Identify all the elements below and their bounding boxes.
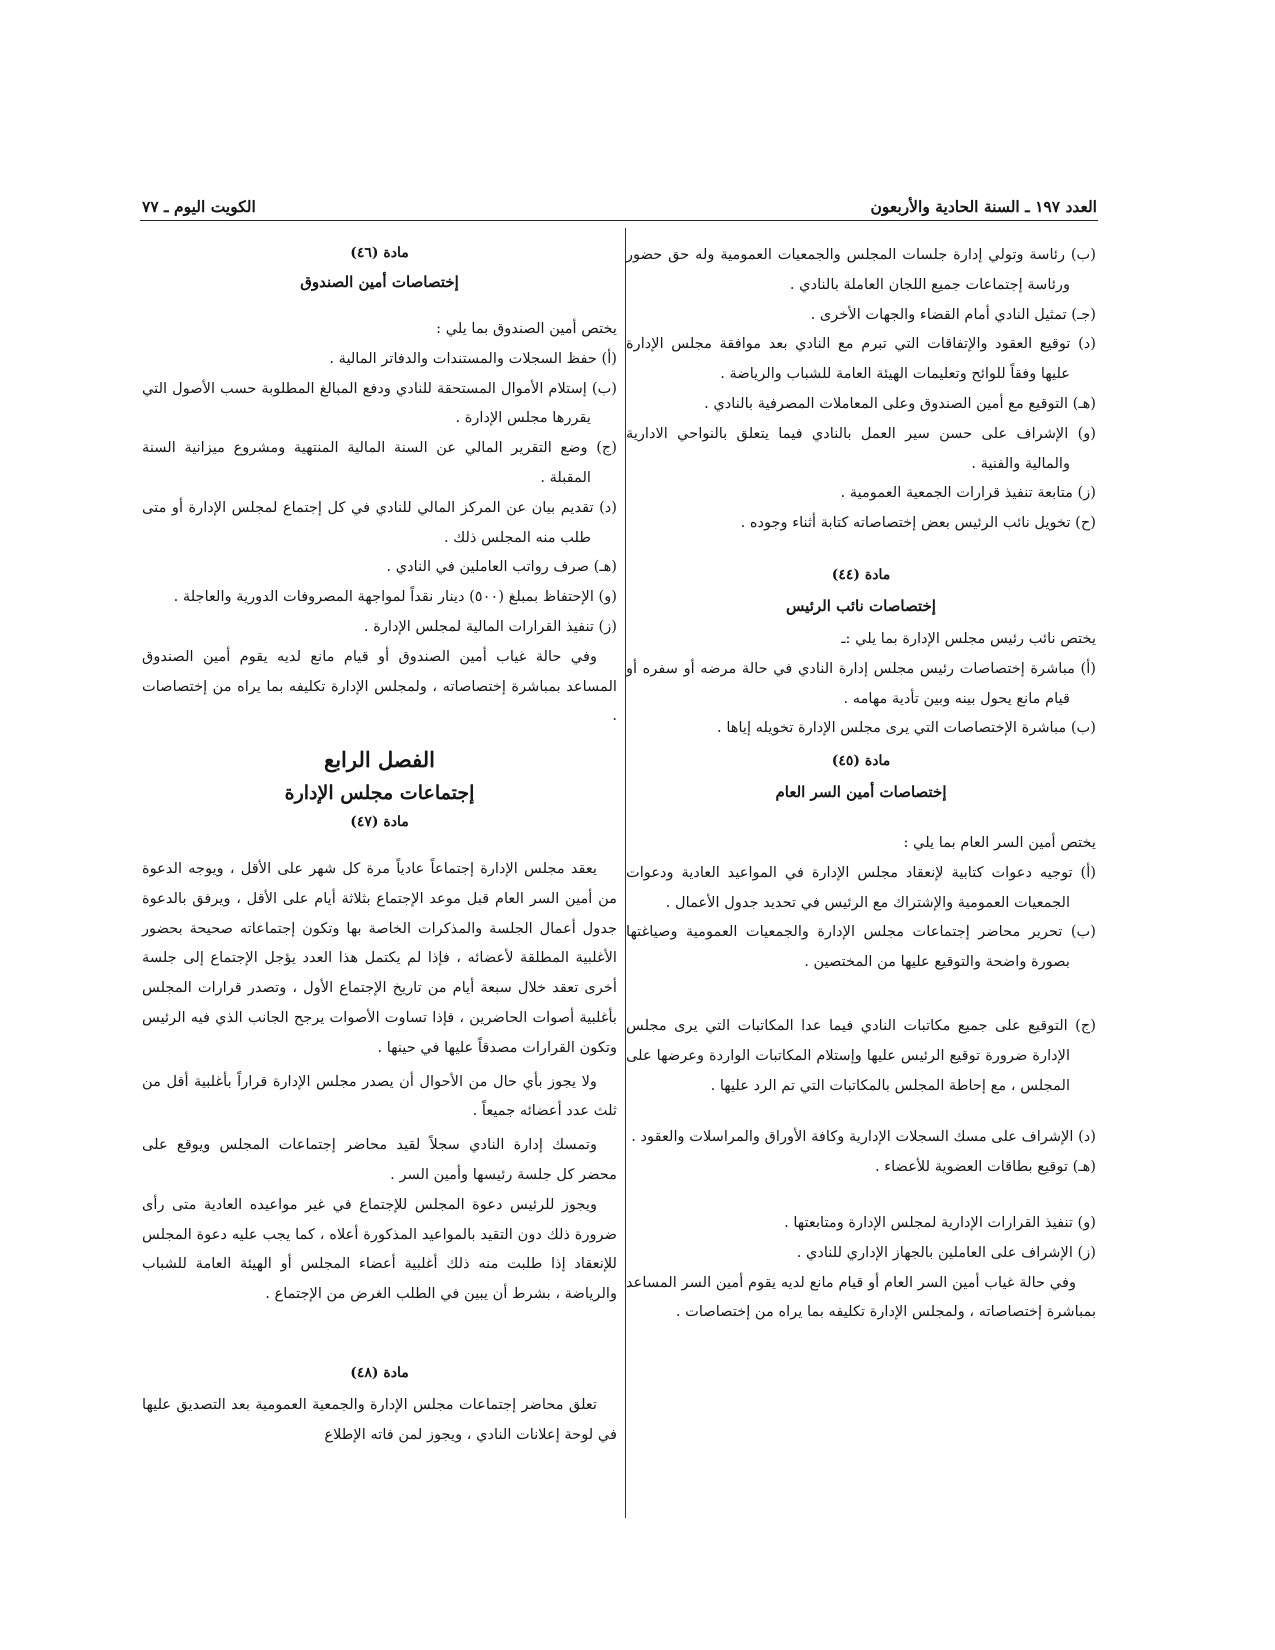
article-48-paragraph-1: تعلق محاضر إجتماعات مجلس الإدارة والجمعية العمومية بعد التصديق عليها في لوحة إعلانات النادي ، ويجوز لمن فاته الإطلاع (142, 1396, 617, 1443)
article-44-item-a: (أ) مباشرة إختصاصات رئيس مجلس إدارة النادي في حالة مرضه أو سفره أو قيام مانع يحول بينه وبين تأدية مهامه . (626, 659, 1096, 707)
article-43-item-g: (ز) متابعة تنفيذ قرارات الجمعية العمومية . (840, 484, 1096, 502)
article-45-title: إختصاصات أمين السر العام (775, 783, 947, 801)
article-45-item-b: (ب) تحرير محاضر إجتماعات مجلس الإدارة والجمعيات العمومية وصياغتها بصورة واضحة والتوقيع عليها من المختصين . (626, 923, 1096, 971)
article-45-number: مادة (٤٥) (831, 753, 891, 769)
article-43-item-d: (د) توقيع العقود والإتفاقات التي تبرم مع النادي بعد موافقة مجلس الإدارة عليها وفقاً للوائح وتعليمات الهيئة العامة للشباب والرياضة . (626, 335, 1096, 383)
article-46-item-a: (أ) حفظ السجلات والمستندات والدفاتر المالية . (329, 349, 617, 367)
article-47-paragraph-2: ولا يجوز بأي حال من الأحوال أن يصدر مجلس الإدارة قراراً بأغلبية أقل من ثلث عدد أعضائه جميعاً . (142, 1072, 617, 1120)
article-43-item-b: (ب) رئاسة وتولي إدارة جلسات المجلس والجمعيات العمومية وله حق حضور ورئاسة إجتماعات جميع اللجان العاملة بالنادي . (626, 246, 1096, 293)
page-number: الكويت اليوم ـ ٧٧ (142, 197, 256, 216)
article-45-item-f: (و) تنفيذ القرارات الإدارية لمجلس الإدارة ومتابعتها . (784, 1213, 1096, 1231)
article-46 (142, 240, 617, 731)
article-45-item-c: (ج) التوقيع على جميع مكاتبات النادي فيما عدا المكاتبات التي يرى مجلس الإدارة ضرورة توقيع الرئيس عليها وإستلام المكاتبات الواردة وعرضها على المجلس ، مع إحاطة المجلس بالمكاتبات التي تم الرد عليها . (626, 1016, 1096, 1094)
article-45-item-a: (أ) توجيه دعوات كتابية لإنعقاد مجلس الإدارة في المواعيد العادية ودعوات الجمعيات العمومية والإشتراك مع الرئيس في تحديد جدول الأعمال . (626, 863, 1096, 911)
article-47 (142, 854, 617, 1309)
article-46-item-e: (هـ) صرف رواتب العاملين في النادي . (386, 558, 617, 576)
article-43-item-h: (ح) تخويل نائب الرئيس بعض إختصاصاته كتابة أثناء وجوده . (740, 514, 1096, 532)
article-47-paragraph-4: ويجوز للرئيس دعوة المجلس للإجتماع في غير مواعيده العادية متى رأى ضرورة ذلك دون التقيد بالمواعيد المذكورة أعلاه ، كما يجب عليه دعوة المجلس للإنعقاد إذا طلبت منه ذلك أغلبية أعضاء المجلس أو الهيئة العامة للشباب والرياضة ، بشرط أن يبين في الطلب الغرض من الإجتماع . (142, 1195, 617, 1303)
article-47-paragraph-3: وتمسك إدارة النادي سجلاً لقيد محاضر إجتماعات المجلس ويوقع على محضر كل جلسة رئيسها وأمين السر . (142, 1136, 617, 1183)
article-47-number: مادة (٤٧) (350, 814, 409, 830)
issue-number: العدد ١٩٧ ـ السنة الحادية والأربعون (870, 197, 1097, 216)
article-43-continued (626, 240, 1096, 538)
article-46-item-f: (و) الإحتفاظ بمبلغ (٥٠٠) دينار نقداً لمواجهة المصروفات الدورية والعاجلة . (173, 588, 617, 606)
chapter-four-heading (142, 743, 617, 835)
article-43-item-e: (هـ) التوقيع مع أمين الصندوق وعلى المعاملات المصرفية بالنادي . (704, 394, 1096, 412)
article-45-item-g: (ز) الإشراف على العاملين بالجهاز الإداري للنادي . (796, 1243, 1096, 1261)
article-46-item-d: (د) تقديم بيان عن المركز المالي للنادي في كل إجتماع لمجلس الإدارة أو متى طلب منه المجلس ذلك . (142, 498, 617, 546)
article-46-item-c: (ج) وضع التقرير المالي عن السنة المالية المنتهية ومشروع ميزانية السنة المقبلة . (142, 439, 617, 486)
article-47-paragraph-1: يعقد مجلس الإدارة إجتماعاً عادياً مرة كل شهر على الأقل ، ويوجه الدعوة من أمين السر العام قبل موعد الإجتماع بثلاثة أيام على الأقل ، ويرفق بالدعوة جدول أعمال الجلسة والمذكرات الخاصة بها وتكون إجتماعاته صحيحة بحضور الأغلبية المطلقة لأعضائه ، فإذا لم يكتمل هذا العدد يؤجل الإجتماع إلى جلسة أخرى تعقد خلال سبعة أيام من تاريخ الإجتماع الأول ، وتصدر قرارات المجلس بأغلبية أصوات الحاضرين ، فإذا تساوت الأصوات يرجح الجانب الذي فيه الرئيس وتكون القرارات مصدقاً عليها في حينها . (142, 860, 617, 1056)
article-45-closing: وفي حالة غياب أمين السر العام أو قيام مانع لديه يقوم أمين السر المساعد بمباشرة إختصاصاته ، ولمجلس الإدارة تكليفه بما يراه من إختصاصات . (626, 1273, 1096, 1321)
article-46-item-g: (ز) تنفيذ القرارات المالية لمجلس الإدارة . (363, 617, 617, 635)
header-rule (140, 220, 1098, 221)
article-45 (626, 748, 1096, 1327)
article-44-item-b: (ب) مباشرة الإختصاصات التي يرى مجلس الإدارة تخويله إياها . (717, 719, 1096, 737)
article-45-intro: يختص أمين السر العام بما يلي : (903, 834, 1096, 851)
article-46-closing: وفي حالة غياب أمين الصندوق أو قيام مانع لديه يقوم أمين الصندوق المساعد بمباشرة إختصاصاته ، ولمجلس الإدارة تكليفه بما يراه من إختصاصات . (142, 647, 617, 725)
article-45-item-d: (د) الإشراف على مسك السجلات الإدارية وكافة الأوراق والمراسلات والعقود . (631, 1128, 1096, 1146)
article-46-number: مادة (٤٦) (350, 245, 409, 261)
article-44 (626, 562, 1096, 743)
article-44-number: مادة (٤٤) (831, 567, 891, 583)
article-43-item-c: (جـ) تمثيل النادي أمام القضاء والجهات الأخرى . (810, 305, 1096, 323)
article-44-intro: يختص نائب رئيس مجلس الإدارة بما يلي :ـ (841, 630, 1096, 647)
chapter-subtitle: إجتماعات مجلس الإدارة (284, 782, 475, 804)
page-header (142, 186, 1097, 216)
article-48-number: مادة (٤٨) (350, 1365, 409, 1381)
article-44-title: إختصاصات نائب الرئيس (786, 597, 936, 615)
article-43-item-f: (و) الإشراف على حسن سير العمل بالنادي فيما يتعلق بالنواحي الادارية والمالية والفنية . (626, 424, 1096, 472)
article-46-title: إختصاصات أمين الصندوق (300, 273, 459, 291)
chapter-title: الفصل الرابع (324, 747, 435, 772)
article-48 (142, 1360, 617, 1450)
article-45-item-e: (هـ) توقيع بطاقات العضوية للأعضاء . (874, 1158, 1096, 1176)
article-46-item-b: (ب) إستلام الأموال المستحقة للنادي ودفع المبالغ المطلوبة حسب الأصول التي يقررها مجلس الإدارة . (142, 379, 617, 427)
article-46-intro: يختص أمين الصندوق بما يلي : (436, 320, 617, 337)
